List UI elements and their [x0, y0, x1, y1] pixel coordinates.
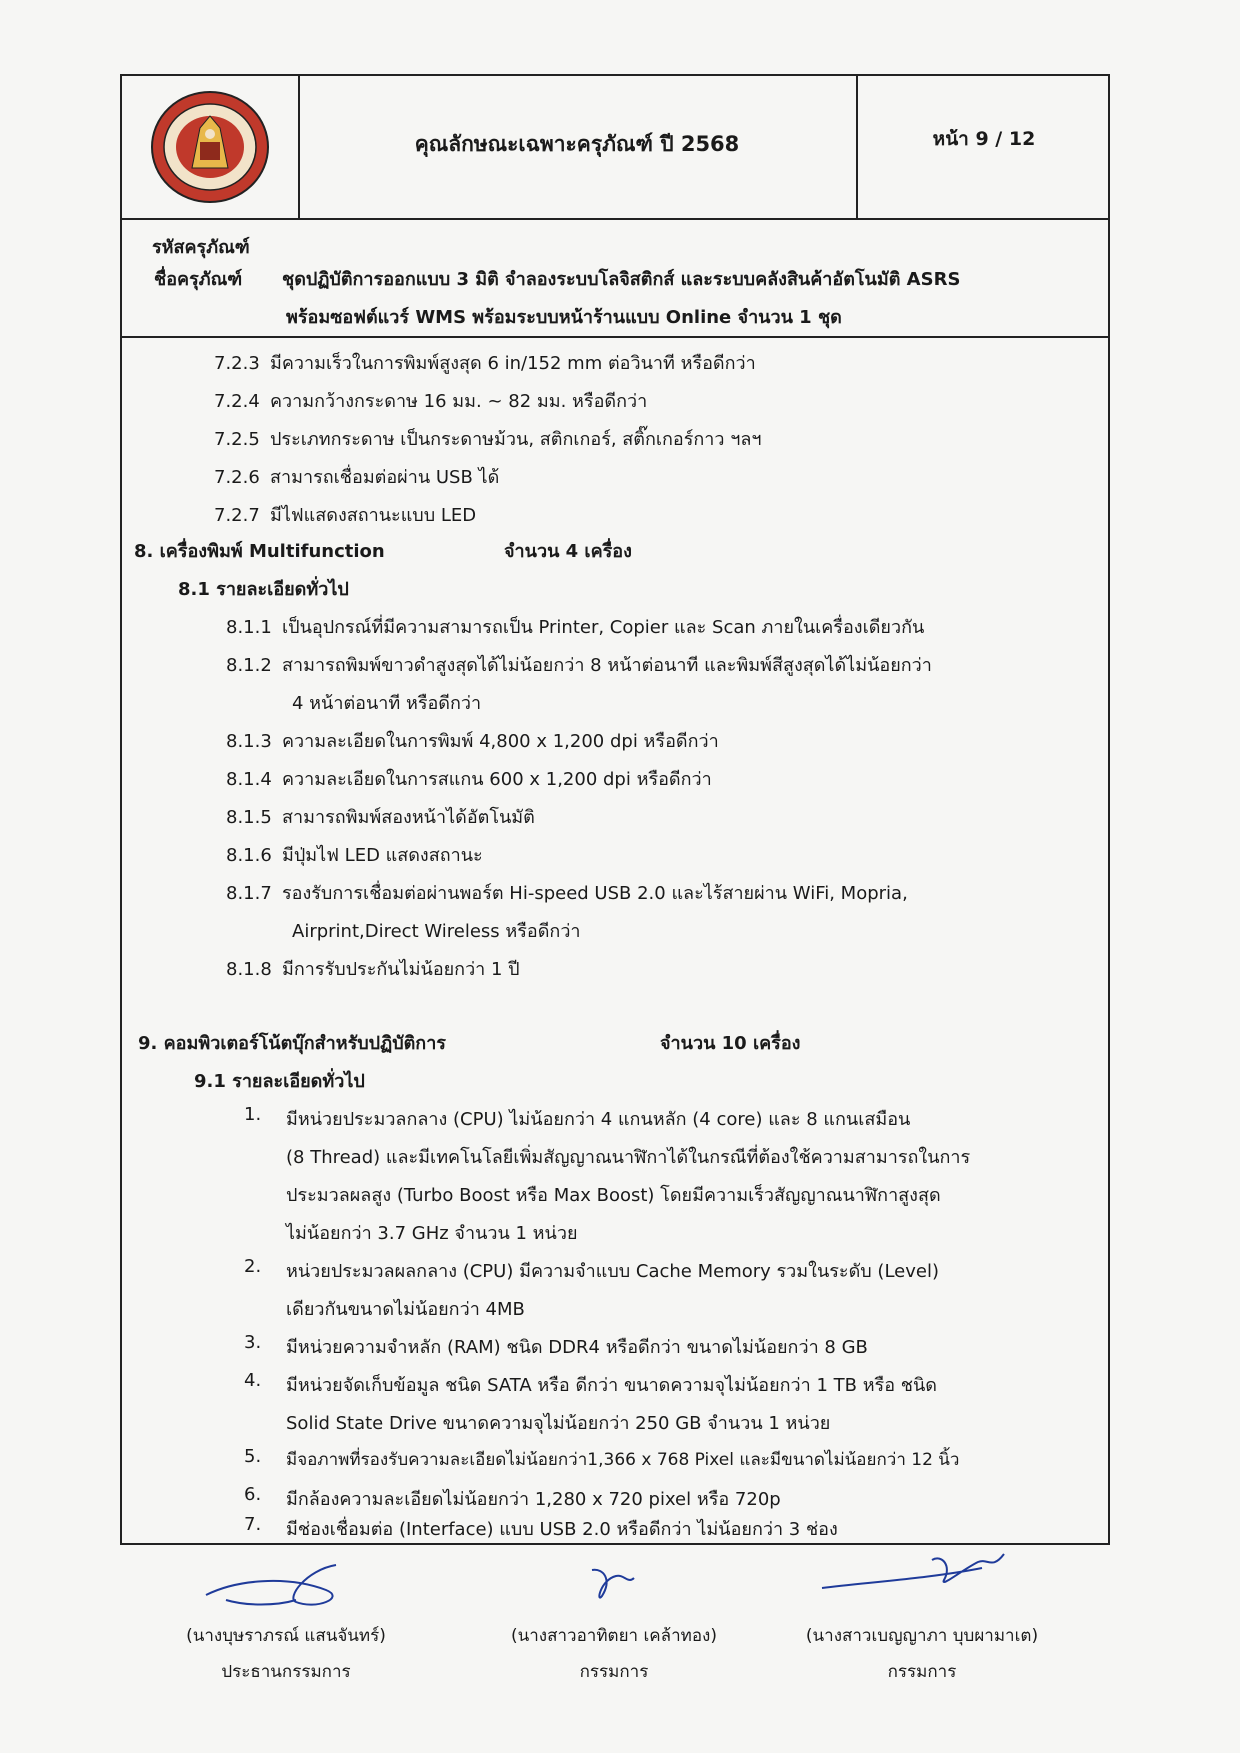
spec-line-continued: Airprint,Direct Wireless หรือดีกว่า	[292, 921, 581, 942]
list-item-text: Solid State Drive ขนาดความจุไม่น้อยกว่า 250 GB จำนวน 1 หน่วย	[286, 1413, 831, 1434]
spec-line: 8.1.2 สามารถพิมพ์ขาวดำสูงสุดได้ไม่น้อยกว่า 8 หน้าต่อนาที และพิมพ์สีสูงสุดได้ไม่น้อยกว่า	[226, 655, 932, 676]
spec-line: 8.1.8 มีการรับประกันไม่น้อยกว่า 1 ปี	[226, 959, 520, 980]
section-9-title: 9. คอมพิวเตอร์โน้ตบุ๊กสำหรับปฏิบัติการ	[138, 1033, 446, 1054]
spec-line: 8.1.3 ความละเอียดในการพิมพ์ 4,800 x 1,200 dpi หรือดีกว่า	[226, 731, 719, 752]
list-item-text: มีหน่วยจัดเก็บข้อมูล ชนิด SATA หรือ ดีกว่า ขนาดความจุไม่น้อยกว่า 1 TB หรือ ชนิด	[286, 1375, 937, 1396]
spec-line: 8.1.7 รองรับการเชื่อมต่อผ่านพอร์ต Hi-speed USB 2.0 และไร้สายผ่าน WiFi, Mopria,	[226, 883, 908, 904]
list-item-text: เดียวกันขนาดไม่น้อยกว่า 4MB	[286, 1299, 525, 1320]
header-table	[120, 74, 1110, 220]
item-code-label: รหัสครุภัณฑ์	[152, 237, 250, 258]
spec-line: 7.2.7 มีไฟแสดงสถานะแบบ LED	[214, 505, 477, 526]
list-number: 6.	[244, 1484, 262, 1505]
signer-role: กรรมการ	[579, 1662, 649, 1682]
spec-line: 7.2.6 สามารถเชื่อมต่อผ่าน USB ได้	[214, 467, 500, 488]
item-name-line-1: ชุดปฏิบัติการออกแบบ 3 มิติ จำลองระบบโลจิสติกส์ และระบบคลังสินค้าอัตโนมัติ ASRS	[282, 269, 961, 290]
spec-line: 7.2.4 ความกว้างกระดาษ 16 มม. ~ 82 มม. หรือดีกว่า	[214, 391, 648, 412]
list-number: 2.	[244, 1256, 262, 1277]
signature-block-member-2	[782, 1540, 1062, 1682]
signer-role: กรรมการ	[887, 1662, 957, 1682]
signer-name: (นางบุษราภรณ์ แสนจันทร์)	[186, 1626, 386, 1646]
spec-line: 8.1.1 เป็นอุปกรณ์ที่มีความสามารถเป็น Printer, Copier และ Scan ภายในเครื่องเดียวกัน	[226, 617, 925, 638]
list-number: 4.	[244, 1370, 262, 1391]
list-item-text: ประมวลผลสูง (Turbo Boost หรือ Max Boost) โดยมีความเร็วสัญญาณนาฬิกาสูงสุด	[286, 1185, 941, 1206]
signer-name: (นางสาวอาทิตยา เคล้าทอง)	[511, 1626, 717, 1646]
handwritten-signature	[782, 1540, 1062, 1620]
handwritten-signature	[146, 1540, 426, 1620]
section-8-quantity: จำนวน 4 เครื่อง	[504, 541, 632, 562]
handwritten-signature	[474, 1540, 754, 1620]
list-item-text: ไม่น้อยกว่า 3.7 GHz จำนวน 1 หน่วย	[286, 1223, 578, 1244]
spec-line: 8.1.5 สามารถพิมพ์สองหน้าได้อัตโนมัติ	[226, 807, 535, 828]
item-info-box	[120, 220, 1110, 338]
section-8-title: 8. เครื่องพิมพ์ Multifunction	[134, 541, 385, 562]
signature-block-chair	[146, 1540, 426, 1682]
list-item-text: มีช่องเชื่อมต่อ (Interface) แบบ USB 2.0 หรือดีกว่า ไม่น้อยกว่า 3 ช่อง	[286, 1519, 838, 1540]
list-item-text: มีหน่วยประมวลกลาง (CPU) ไม่น้อยกว่า 4 แกนหลัก (4 core) และ 8 แกนเสมือน	[286, 1109, 911, 1130]
list-number: 7.	[244, 1514, 262, 1535]
item-name-line-2: พร้อมซอฟต์แวร์ WMS พร้อมระบบหน้าร้านแบบ Online จำนวน 1 ชุด	[286, 307, 842, 328]
page-cell	[856, 76, 1110, 218]
list-number: 1.	[244, 1104, 262, 1125]
spec-line: 7.2.3 มีความเร็วในการพิมพ์สูงสุด 6 in/152 mm ต่อวินาที หรือดีกว่า	[214, 353, 756, 374]
spec-line-continued: 4 หน้าต่อนาที หรือดีกว่า	[292, 693, 482, 714]
section-9-quantity: จำนวน 10 เครื่อง	[660, 1033, 801, 1054]
section-9-1-heading: 9.1 รายละเอียดทั่วไป	[194, 1071, 365, 1092]
vocational-seal-logo	[140, 88, 280, 206]
list-item-text: (8 Thread) และมีเทคโนโลยีเพิ่มสัญญาณนาฬิกาได้ในกรณีที่ต้องใช้ความสามารถในการ	[286, 1147, 971, 1168]
list-item-text: มีหน่วยความจำหลัก (RAM) ชนิด DDR4 หรือดีกว่า ขนาดไม่น้อยกว่า 8 GB	[286, 1337, 868, 1358]
list-number: 3.	[244, 1332, 262, 1353]
spec-line: 7.2.5 ประเภทกระดาษ เป็นกระดาษม้วน, สติกเกอร์, สติ๊กเกอร์กาว ฯลฯ	[214, 429, 762, 450]
list-item-text: หน่วยประมวลผลกลาง (CPU) มีความจำแบบ Cache Memory รวมในระดับ (Level)	[286, 1261, 939, 1282]
list-number: 5.	[244, 1446, 262, 1467]
spec-line: 8.1.6 มีปุ่มไฟ LED แสดงสถานะ	[226, 845, 483, 866]
list-item-text: มีจอภาพที่รองรับความละเอียดไม่น้อยกว่า1,366 x 768 Pixel และมีขนาดไม่น้อยกว่า 12 นิ้ว	[286, 1450, 960, 1470]
logo-cell	[122, 76, 300, 218]
list-item-text: มีกล้องความละเอียดไม่น้อยกว่า 1,280 x 720 pixel หรือ 720p	[286, 1489, 781, 1510]
spec-line: 8.1.4 ความละเอียดในการสแกน 600 x 1,200 dpi หรือดีกว่า	[226, 769, 712, 790]
document-title: คุณลักษณะเฉพาะครุภัณฑ์ ปี 2568	[414, 132, 740, 156]
signer-name: (นางสาวเบญญาภา บุบผามาเต)	[805, 1626, 1039, 1646]
item-name-label: ชื่อครุภัณฑ์	[154, 269, 243, 290]
signature-block-member-1	[474, 1540, 754, 1682]
page-number: หน้า 9 / 12	[932, 128, 1036, 150]
section-8-1-heading: 8.1 รายละเอียดทั่วไป	[178, 579, 349, 600]
signer-role: ประธานกรรมการ	[221, 1662, 351, 1682]
